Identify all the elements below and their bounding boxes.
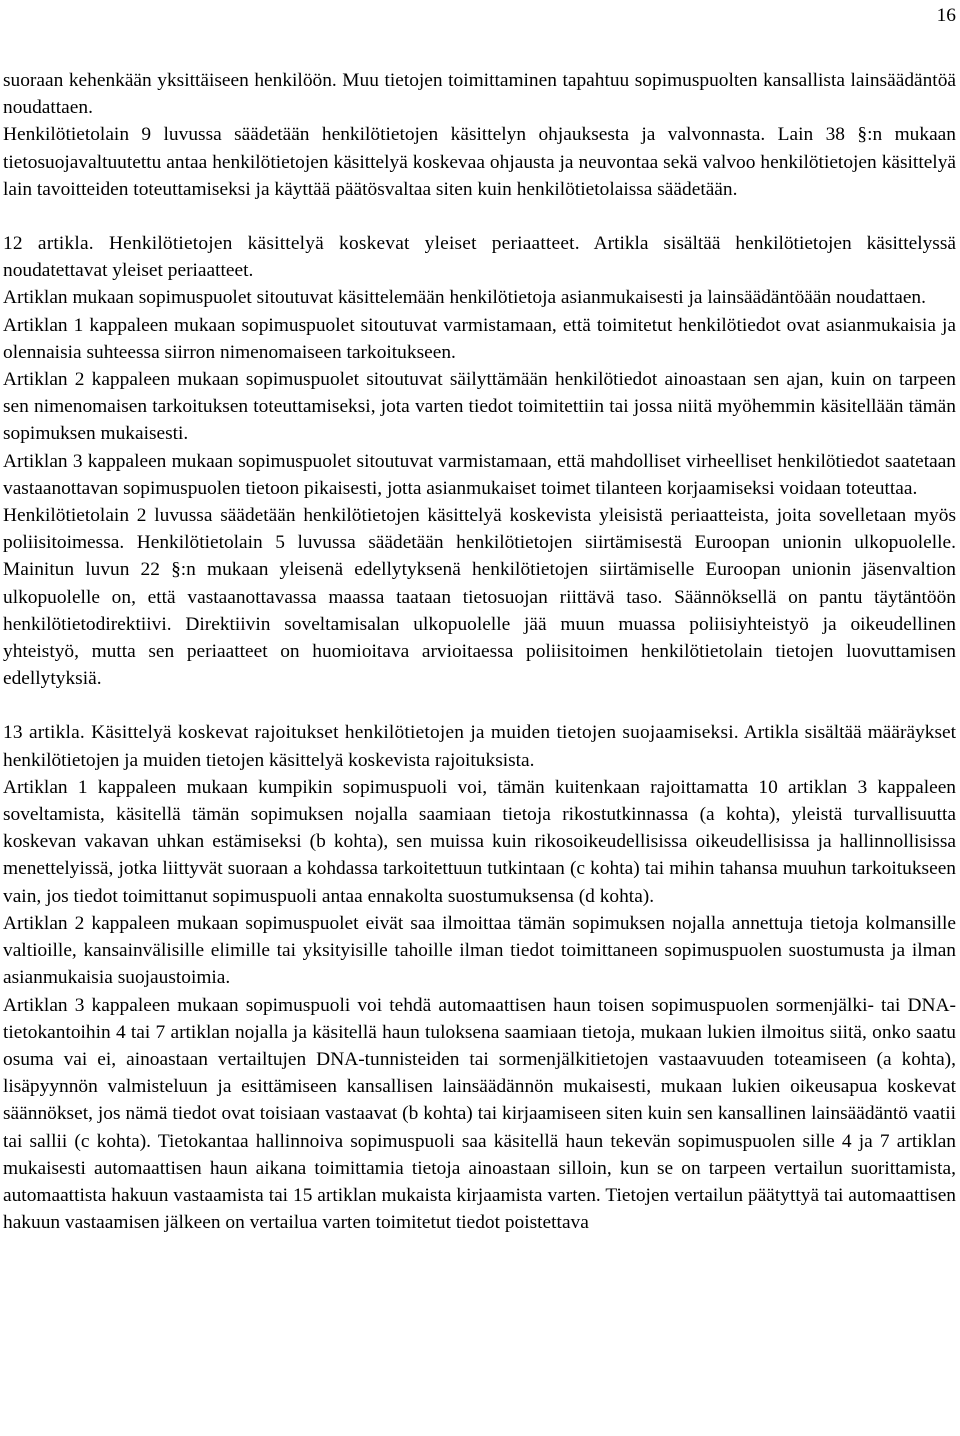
paragraph: Henkilötietolain 2 luvussa säädetään henkilötietojen käsittelyä koskevista yleisistä periaatteista, joita sovelletaan myös poliisitoimessa. Henkilötietolain 5 luvussa säädetään henkilötietojen siirtämisestä Euroopan unionin ulkopuolelle. Mainitun luvun 22 §:n mukaan yleisenä edellytyksenä henkilötietojen siirtämiselle Euroopan unionin jäsenvaltion ulkopuolelle on, että vastaanottavassa maassa taataan tietosuojan riittävä taso. Säännöksellä on pantu täytäntöön henkilötietodirektiivi. Direktiivin soveltamisalan ulkopuolelle jää muun muassa poliisiyhteistyö ja oikeudellinen yhteistyö, mutta sen periaatteet on huomioitava arvioitaessa poliisitoimen henkilötietolain tietojen luovuttamisen edellytyksiä.	[3, 505, 956, 690]
article-12-heading: 12 artikla. Henkilötietojen käsittelyä koskevat yleiset periaatteet.	[3, 233, 580, 255]
article-12-intro	[3, 230, 956, 284]
article-12-lead: Artikla sisältää henkilötietojen käsittelyssä noudatettavat yleiset periaatteet.	[3, 233, 956, 282]
article-13-heading: 13 artikla. Käsittelyä koskevat rajoitukset henkilötietojen ja muiden tietojen suojaamiseksi.	[3, 722, 739, 744]
paragraph: Artiklan 3 kappaleen mukaan sopimuspuoli voi tehdä automaattisen haun toisen sopimuspuolen sormenjälki- tai DNA-tietokantoihin 4 tai 7 artiklan nojalla ja käsitellä haun tuloksena saamiaan tietoja, mukaan lukien ilmoitus siitä, onko saatu osuma vai ei, ainoastaan vertailtujen DNA-tunnisteiden tai sormenjälkitietojen vastaavuuden toteamiseen (a kohta), lisäpyynnön valmisteluun ja esittämiseen kansallisen lainsäädännön mukaisesti, mukaan lukien oikeusapua koskevat säännökset, jos nämä tiedot ovat toisiaan vastaavat (b kohta) tai kirjaamiseen siten kuin sen kansallinen lainsäädäntö vaatii tai sallii (c kohta). Tietokantaa hallinnoiva sopimuspuoli saa käsitellä haun tekevän sopimuspuolen sille 4 ja 7 artiklan mukaisesti automaattisen haun aikana toimittamia tietoja ainoastaan silloin, kun se on tarpeen vertailun suorittamista, automaattista hakuun vastaamista tai 15 artiklan mukaista kirjaamista varten. Tietojen vertailun päätyttyä tai automaattisen hakuun vastaamisen jälkeen on vertailua varten toimitetut tiedot poistettava	[3, 994, 956, 1234]
page-number: 16	[936, 5, 956, 26]
paragraph: Artiklan 1 kappaleen mukaan kumpikin sopimuspuoli voi, tämän kuitenkaan rajoittamatta 10 artiklan 3 kappaleen soveltamista, käsitellä tämän sopimuksen nojalla saamiaan tietoja rikostutkinnassa (a kohta), yleistä turvallisuutta koskevan vakavan uhkan estämiseksi (b kohta), sen muissa kuin rikosoikeudellisissa oikeudellisissa ja hallinnollisissa menettelyissä, jotka liittyvät suoraan a kohdassa tarkoitettuun tutkintaan (c kohta) tai mihin tahansa muuhun tarkoitukseen vain, jos tiedot toimittanut sopimuspuoli antaa ennakolta suostumuksensa (d kohta).	[3, 776, 956, 907]
paragraph-spacer	[3, 203, 956, 230]
paragraph: Artiklan 2 kappaleen mukaan sopimuspuolet sitoutuvat säilyttämään henkilötiedot ainoastaan sen ajan, kuin on tarpeen sen nimenomaisen tarkoituksen toteuttamiseksi, jota varten tiedot toimitettiin tai jossa niitä myöhemmin käsitellään tämän sopimuksen mukaisesti.	[3, 369, 956, 445]
paragraph-spacer	[3, 692, 956, 719]
paragraph: Artiklan 2 kappaleen mukaan sopimuspuolet eivät saa ilmoittaa tämän sopimuksen nojalla annettuja tietoja kolmansille valtioille, kansainvälisille elimille tai yksityisille tahoille ilman tiedot toimittaneen sopimuspuolen suostumusta ja ilman asianmukaisia suojaustoimia.	[3, 912, 956, 989]
paragraph: Artiklan 1 kappaleen mukaan sopimuspuolet sitoutuvat varmistamaan, että toimitetut henkilötiedot ovat asianmukaisia ja olennaisia suhteessa siirron nimenomaiseen tarkoitukseen.	[3, 314, 956, 363]
paragraph: Artiklan mukaan sopimuspuolet sitoutuvat käsittelemään henkilötietoja asianmukaisesti ja lainsäädäntöään noudattaen.	[3, 287, 926, 309]
article-13-intro	[3, 719, 956, 773]
document-body	[3, 67, 956, 1236]
paragraph: Artiklan 3 kappaleen mukaan sopimuspuolet sitoutuvat varmistamaan, että mahdolliset virheelliset henkilötiedot saatetaan vastaanottavan sopimuspuolen tietoon pikaisesti, jotta asianmukaiset toimet tilanteen korjaamiseksi voidaan toteuttaa.	[3, 450, 956, 499]
paragraph: Henkilötietolain 9 luvussa säädetään henkilötietojen käsittelyn ohjauksesta ja valvonnasta. Lain 38 §:n mukaan tietosuojavaltuutettu antaa henkilötietojen käsittelyä koskevaa ohjausta ja neuvontaa sekä valvoo henkilötietojen käsittelyä lain tavoitteiden toteuttamiseksi ja käyttää päätösvaltaa siten kuin henkilötietolaissa säädetään.	[3, 124, 956, 200]
paragraph: suoraan kehenkään yksittäiseen henkilöön. Muu tietojen toimittaminen tapahtuu sopimuspuolten kansallista lainsäädäntöä noudattaen.	[3, 70, 956, 119]
article-13-lead: Artikla sisältää määräykset henkilötietojen ja muiden tietojen käsittelyä koskevista rajoituksista.	[3, 722, 957, 771]
